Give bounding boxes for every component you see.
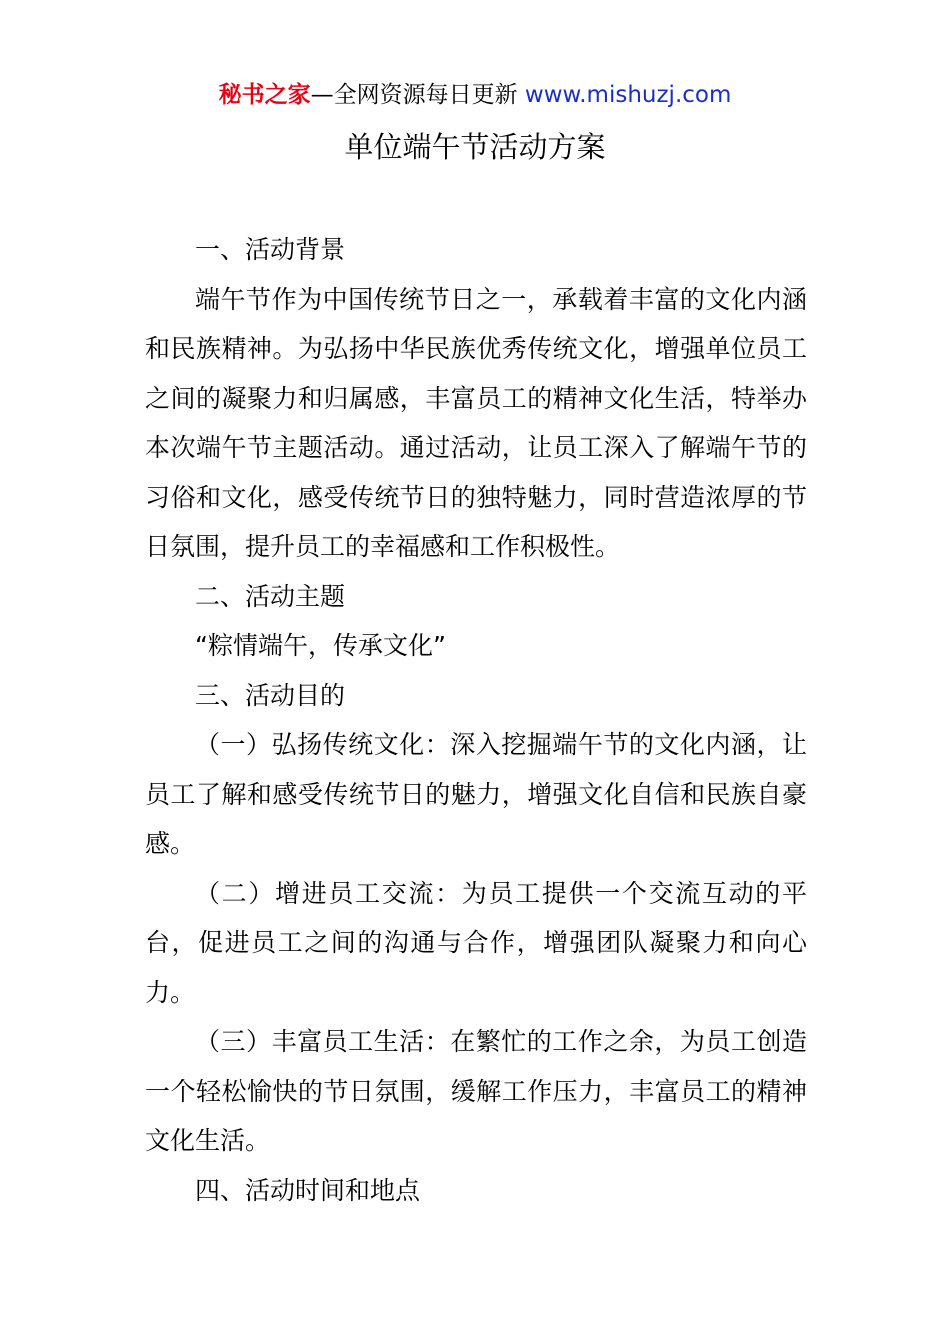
paragraph-background: 端午节作为中国传统节日之一，承载着丰富的文化内涵和民族精神。为弘扬中华民族优秀传统文化，增强单位员工之间的凝聚力和归属感，丰富员工的精神文化生活，特举办本次端午节主题活动。通过活动，让员工深入了解端午节的习俗和文化，感受传统节日的独特魅力，同时营造浓厚的节日氛围，提升员工的幸福感和工作积极性。 (145, 284, 807, 561)
paragraph-purpose-1: （一）弘扬传统文化：深入挖掘端午节的文化内涵，让员工了解和感受传统节日的魅力，增强文化自信和民族自豪感。 (145, 730, 807, 858)
paragraph-purpose-2: （二）增进员工交流：为员工提供一个交流互动的平台，促进员工之间的沟通与合作，增强团队凝聚力和向心力。 (145, 878, 807, 1007)
section-heading-purpose: 三、活动目的 (195, 680, 346, 710)
paragraph-theme: “粽情端午，传承文化” (195, 631, 446, 660)
section-heading-theme: 二、活动主题 (195, 581, 346, 611)
section-heading-background: 一、活动背景 (195, 235, 346, 264)
header-tagline: —全网资源每日更新 (310, 82, 525, 108)
section-heading-time-place: 四、活动时间和地点 (195, 1175, 421, 1205)
paragraph-purpose-3: （三）丰富员工生活：在繁忙的工作之余，为员工创造一个轻松愉快的节日氛围，缓解工作压力，丰富员工的精神文化生活。 (145, 1027, 807, 1155)
document-body (145, 225, 807, 1215)
site-url-link[interactable]: www.mishuzj.com (524, 82, 732, 108)
site-header (0, 78, 950, 112)
brand-name: 秘书之家 (218, 82, 311, 108)
document-title: 单位端午节活动方案 (344, 130, 606, 164)
